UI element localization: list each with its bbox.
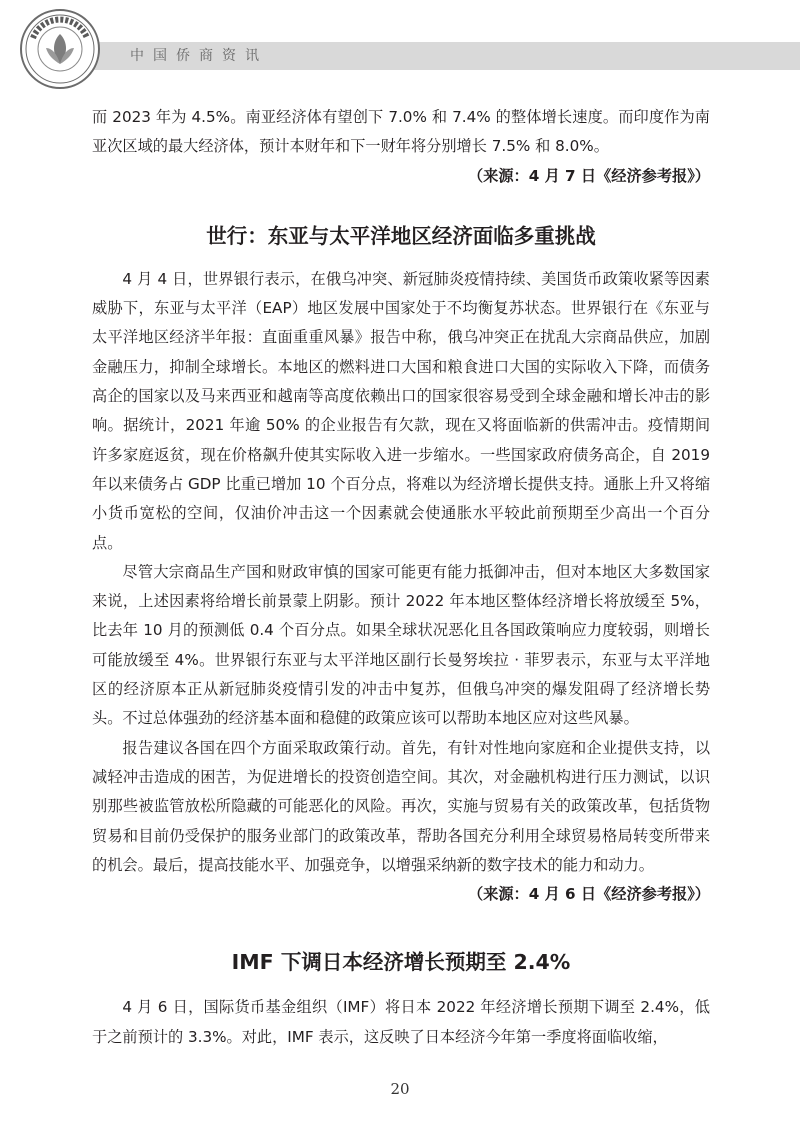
intro-source: （来源：4 月 7 日《经济参考报》） xyxy=(467,166,710,185)
article2-paragraph-1: 4 月 6 日，国际货币基金组织（IMF）将日本 2022 年经济增长预期下调至 2.4%，低于之前预计的 3.3%。对此，IMF 表示，这反映了日本经济今年第一季度将面临收缩， xyxy=(92,998,710,1046)
logo-emblem-icon xyxy=(19,8,101,90)
intro-paragraph: 而 2023 年为 4.5%。南亚经济体有望创下 7.0% 和 7.4% 的整体增长速度。而印度作为南亚次区域的最大经济体，预计本财年和下一财年将分别增长 7.5% 和 8.0%。 xyxy=(92,108,710,156)
article1-paragraph-3: 报告建议各国在四个方面采取政策行动。首先，有针对性地向家庭和企业提供支持，以减轻冲击造成的困苦，为促进增长的投资创造空间。其次，对金融机构进行压力测试，以识别那些被监管放松所隐藏的可能恶化的风险。再次，实施与贸易有关的政策改革，包括货物贸易和目前仍受保护的服务业部门的政策改革，帮助各国充分利用全球贸易格局转变所带来的机会。最后，提高技能水平、加强竞争，以增强采纳新的数字技术的能力和动力。 xyxy=(92,738,710,874)
article1-paragraph-2: 尽管大宗商品生产国和财政审慎的国家可能更有能力抵御冲击，但对本地区大多数国家来说，上述因素将给增长前景蒙上阴影。预计 2022 年本地区整体经济增长将放缓至 5%，比去年 10 月的预测低 0.4 个百分点。如果全球状况恶化且各国政策响应力度较弱，则增长可能放缓至 4%。世界银行东亚与太平洋地区副行长曼努埃拉 · 菲罗表示，东亚与太平洋地区的经济原本正从新冠肺炎疫情引发的冲击中复苏，但俄乌冲突的爆发阻碍了经济增长势头。不过总体强劲的经济基本面和稳健的政策应该可以帮助本地区应对这些风暴。 xyxy=(92,562,710,728)
page-header xyxy=(0,0,800,90)
page-content xyxy=(92,103,710,1052)
page-number: 20 xyxy=(390,1080,410,1098)
article-title-world-bank: 世行：东亚与太平洋地区经济面临多重挑战 xyxy=(206,223,596,248)
article1-paragraph-1: 4 月 4 日，世界银行表示，在俄乌冲突、新冠肺炎疫情持续、美国货币政策收紧等因素威胁下，东亚与太平洋（EAP）地区发展中国家处于不均衡复苏状态。世界银行在《东亚与太平洋地区经济半年报：直面重重风暴》报告中称，俄乌冲突正在扰乱大宗商品供应，加剧金融压力，抑制全球增长。本地区的燃料进口大国和粮食进口大国的实际收入下降，而债务高企的国家以及马来西亚和越南等高度依赖出口的国家很容易受到全球金融和增长冲击的影响。据统计，2021 年逾 50% 的企业报告有欠款，现在又将面临新的供需冲击。疫情期间许多家庭返贫，现在价格飙升使其实际收入进一步缩水。一些国家政府债务高企，自 2019 年以来债务占 GDP 比重已增加 10 个百分点，将难以为经济增长提供支持。通胀上升又将缩小货币宽松的空间，仅油价冲击这一个因素就会使通胀水平较此前预期至少高出一个百分点。 xyxy=(92,269,711,552)
article-title-imf-japan: IMF 下调日本经济增长预期至 2.4% xyxy=(231,950,571,975)
header-title: 中国侨商资讯 xyxy=(130,48,268,64)
article1-source: （来源：4 月 6 日《经济参考报》） xyxy=(467,885,710,904)
